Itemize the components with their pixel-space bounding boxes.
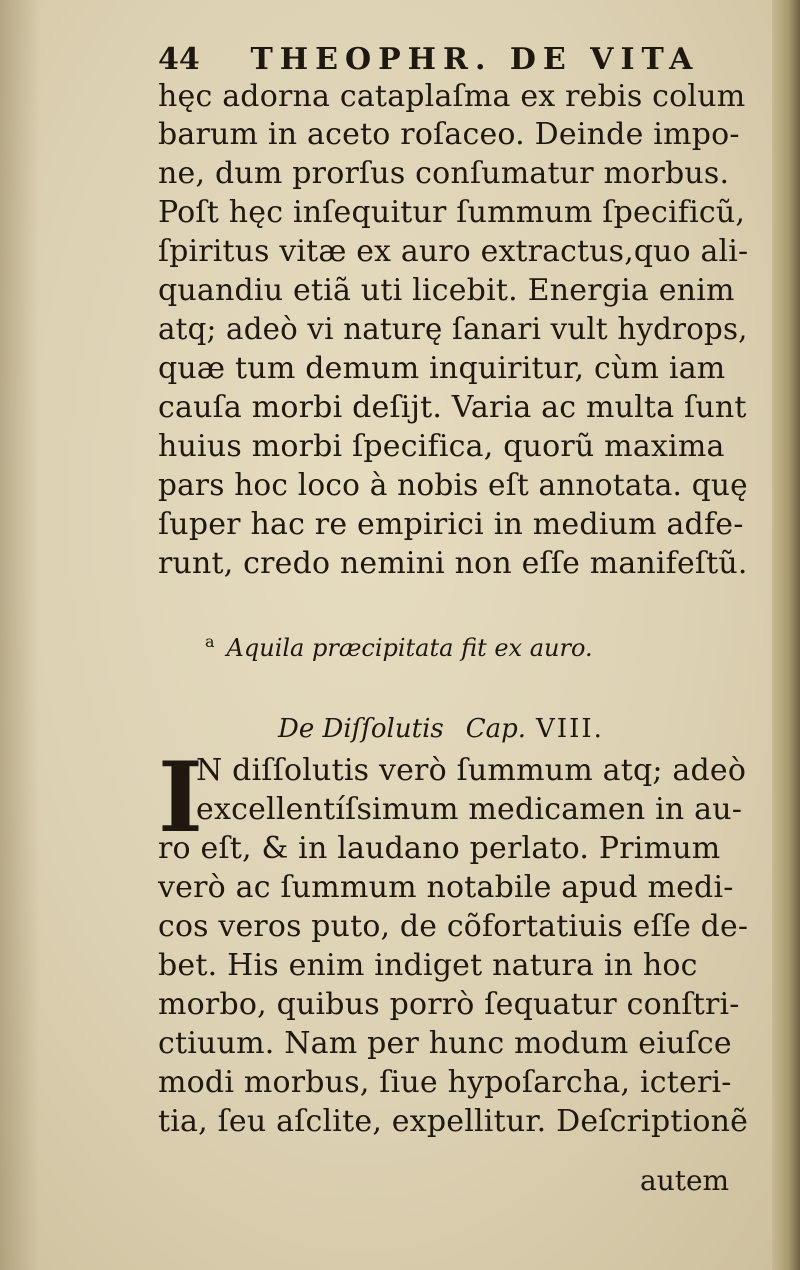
text-line: quæ tum demum inquiritur, cùm iam <box>158 351 726 386</box>
text-line: verò ac ſummum notabile apud medi- <box>158 870 734 905</box>
text-line: runt, credo nemini non eſſe manifeſtũ. <box>158 546 748 581</box>
page-number: 44 <box>158 42 200 77</box>
chapter-title: De Diſſolutis <box>278 714 444 744</box>
text-line: ctiuum. Nam per hunc modum eiuſce <box>158 1026 732 1061</box>
text-line: Poſt hęc inſequitur ſummum ſpecificũ, <box>158 195 746 230</box>
text-line: tia, ſeu aſclite, expellitur. Deſcriptionẽ <box>158 1104 749 1139</box>
page-edge <box>772 0 800 1270</box>
text-line: modi morbus, ſiue hypoſarcha, icteri- <box>158 1065 732 1100</box>
text-line: huius morbi ſpecifica, quorũ maxima <box>158 429 725 464</box>
text-line: atq; adeò vi naturę ſanari vult hydrops, <box>158 312 748 347</box>
chapter-number: VIII. <box>536 714 604 744</box>
text-line: ſuper hac re empirici in medium adfe- <box>158 507 744 542</box>
running-title: THEOPHR. DE VITA <box>250 42 700 77</box>
footnote-marker: a <box>205 632 215 651</box>
drop-cap-initial: I <box>158 741 203 854</box>
text-line: morbo, quibus porrò ſequatur conſtri- <box>158 987 740 1022</box>
text-line: barum in aceto roſaceo. Deinde impo- <box>158 117 740 152</box>
text-line: ro eſt, & in laudano perlato. Primum <box>158 831 721 866</box>
text-line: quandiu etiã uti licebit. Energia enim <box>158 273 735 308</box>
text-line: cos veros puto, de cõfortatiuis eſſe de- <box>158 909 749 944</box>
text-line: excellentíſsimum medicamen in au- <box>196 792 743 827</box>
text-line: cauſa morbi deſijt. Varia ac multa ſunt <box>158 390 747 425</box>
text-line: N diſſolutis verò ſummum atq; adeò <box>196 753 747 788</box>
text-line: ne, dum prorſus conſumatur morbus. <box>158 156 730 191</box>
text-line: pars hoc loco à nobis eſt annotata. quę <box>158 468 748 503</box>
footnote-text: Aquila præcipitata fit ex auro. <box>226 634 593 662</box>
text-line: hęc adorna cataplaſma ex rebis colum <box>158 79 746 114</box>
running-header <box>158 42 718 77</box>
text-line: ſpiritus vitæ ex auro extractus,quo ali- <box>158 234 749 269</box>
footnote <box>205 632 593 662</box>
gutter-shadow <box>0 0 40 1270</box>
catchword: autem <box>640 1164 730 1197</box>
chapter-label: Cap. <box>465 714 527 744</box>
text-line: bet. His enim indiget natura in hoc <box>158 948 698 983</box>
chapter-heading <box>278 714 604 744</box>
